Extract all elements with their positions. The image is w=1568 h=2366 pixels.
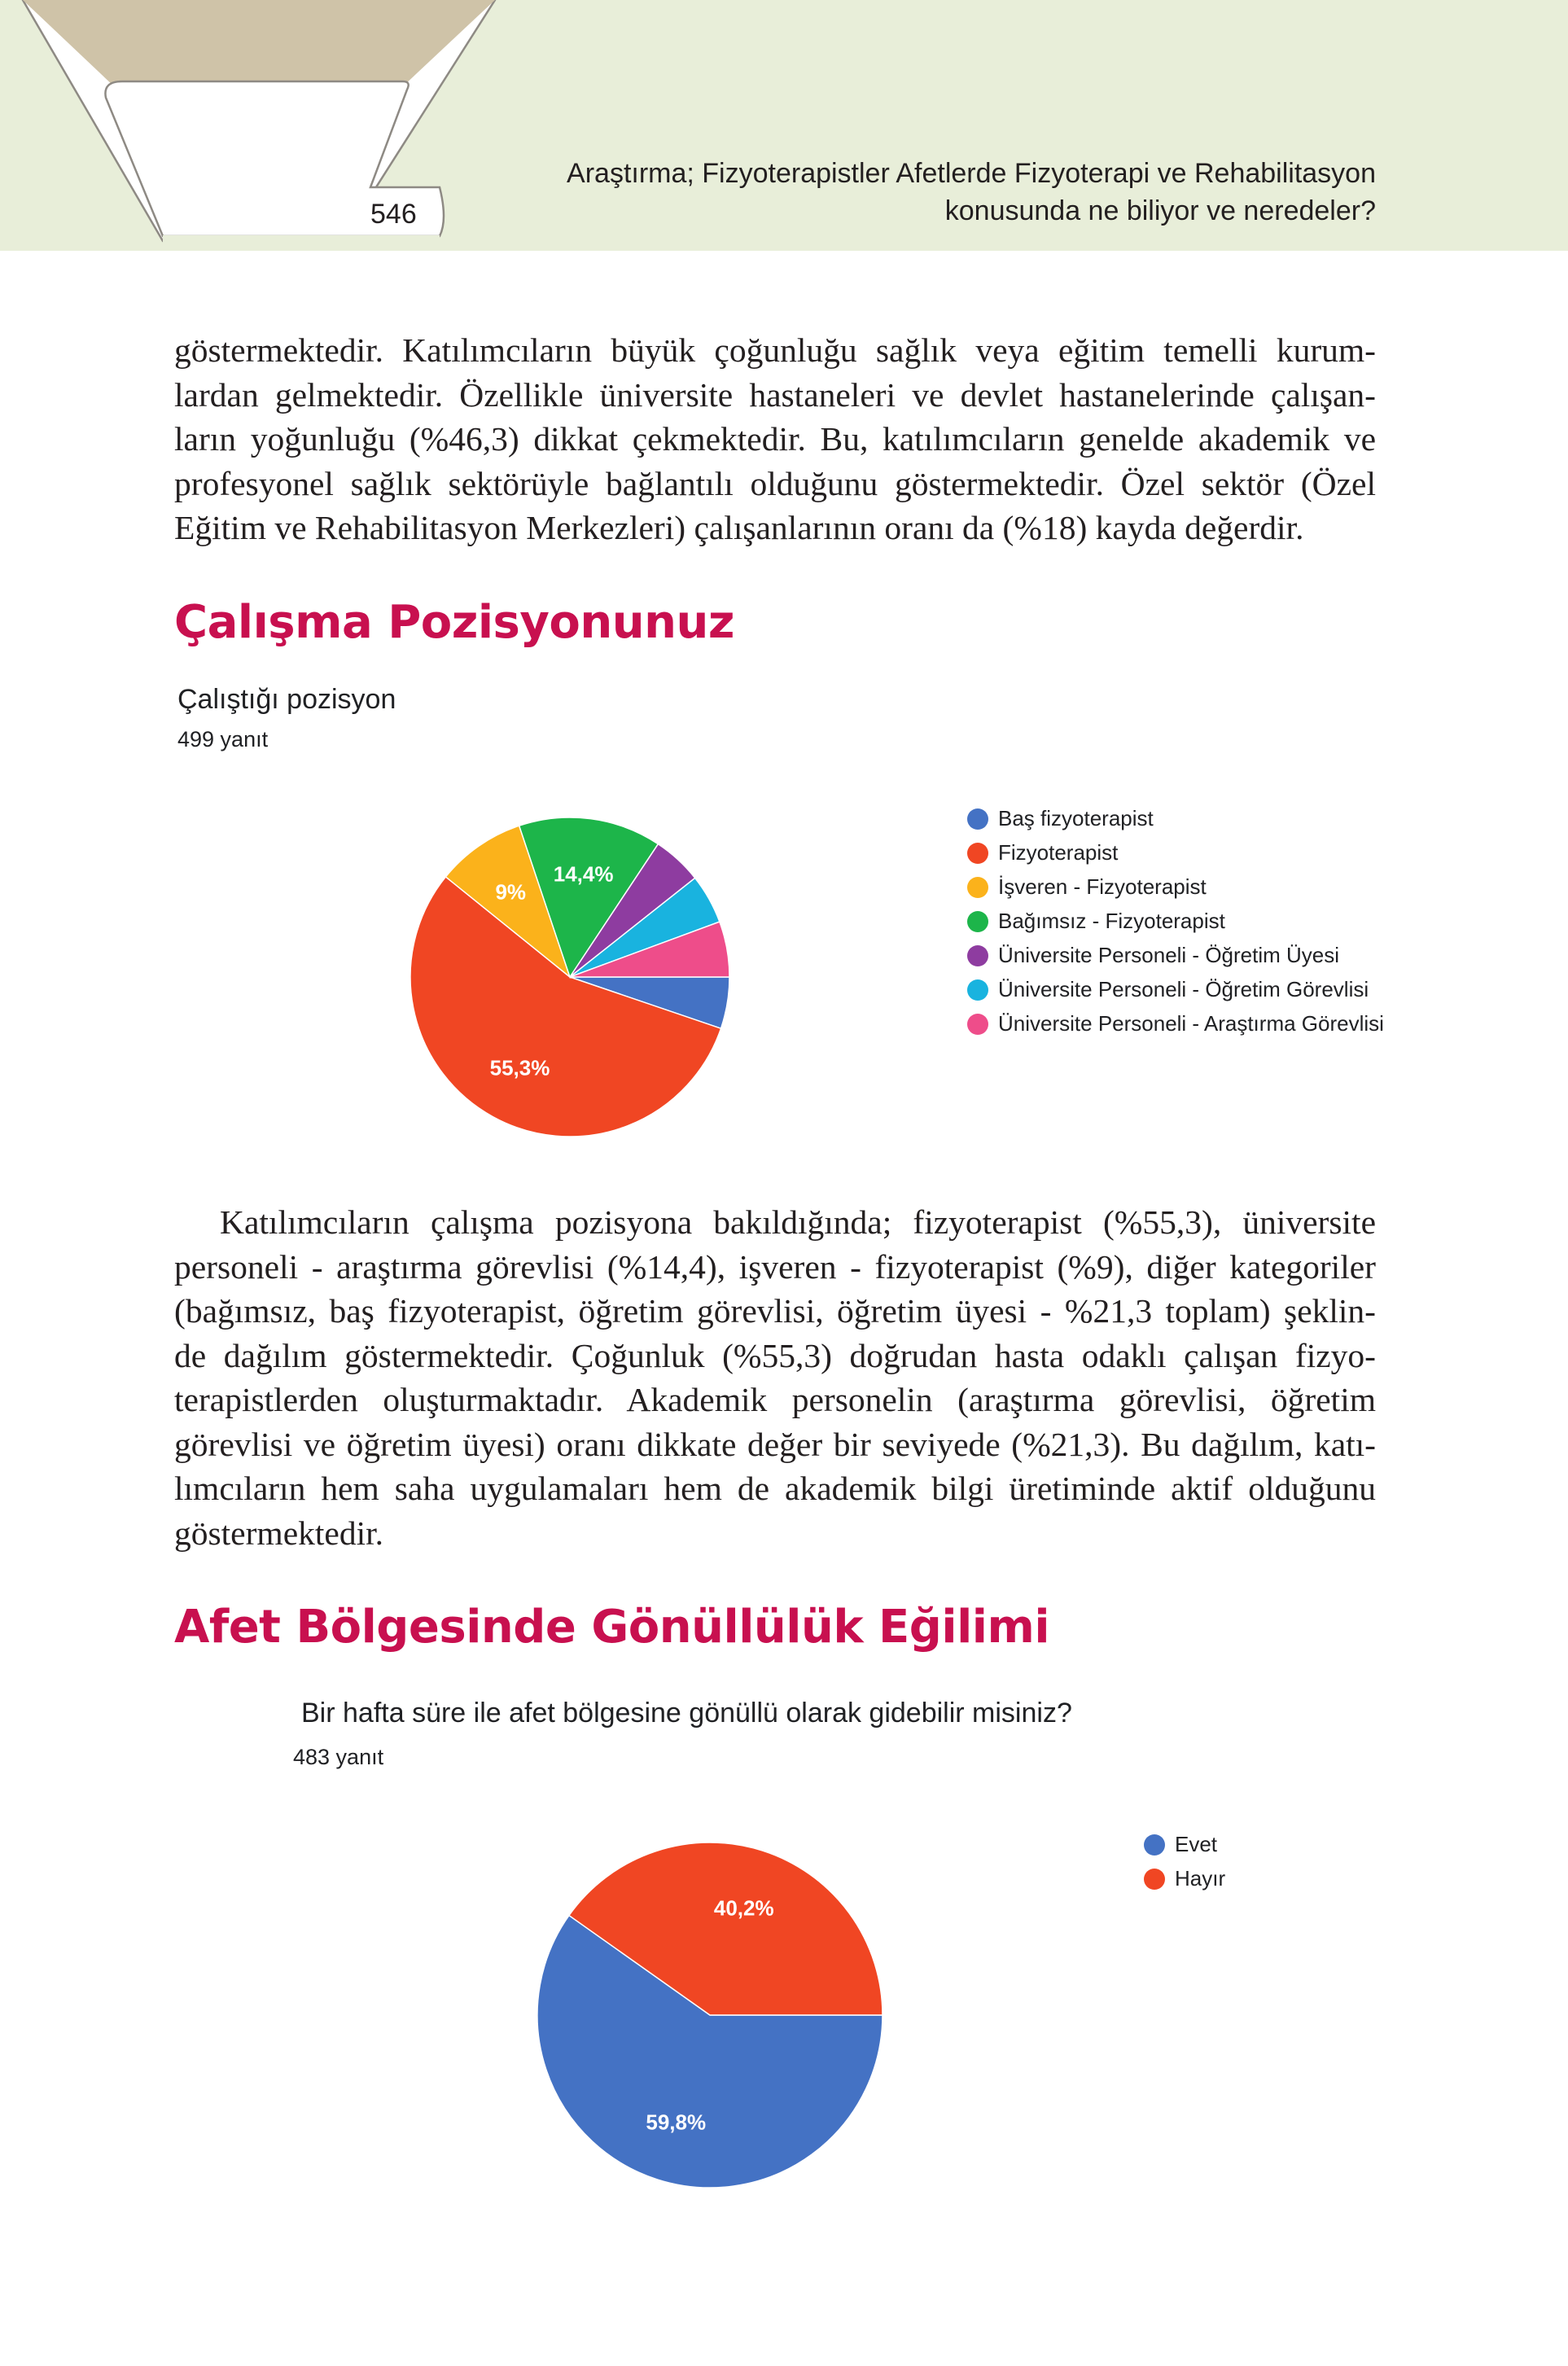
legend-item [967,873,1391,901]
legend-label: Baş fizyoterapist [998,806,1154,830]
legend-item [967,1010,1391,1038]
paragraph-line: personeli - araştırma görevlisi (%14,4), işveren - fizyoterapist (%9), diğer kategoriler [174,1247,1376,1286]
legend-label: Evet [1175,1832,1218,1856]
legend-label: Üniversite Personeli - Araştırma Görevlisi [998,1011,1384,1036]
legend-label: Hayır [1175,1866,1226,1891]
paragraph-line: göstermektedir. [174,1514,384,1552]
paragraph-line: profesyonel sağlık sektörüyle bağlantılı olduğunu göstermektedir. Özel sektör (Özel [174,464,1376,502]
legend-swatch [967,843,988,864]
chart2-legend [1144,1830,1388,1899]
paragraph-line: Eğitim ve Rehabilitasyon Merkezleri) çalışanlarının oranı da (%18) kayda değerdir. [174,509,1304,546]
legend-label: Fizyoterapist [998,840,1119,865]
legend-swatch [967,911,988,932]
legend-swatch [1144,1834,1165,1856]
paragraph-line: göstermektedir. Katılımcıların büyük çoğunluğu sağlık veya eğitim temelli kurum- [174,331,1376,369]
pie-slice-label: 59,8% [646,2110,707,2135]
legend-swatch [967,945,988,966]
paragraph-line: terapistlerden oluşturmaktadır. Akademik personelin (araştırma görevlisi, öğretim [174,1381,1376,1418]
legend-swatch [967,979,988,1001]
legend-item [967,804,1391,833]
legend-label: Bağımsız - Fizyoterapist [998,909,1225,933]
paragraph-line: Katılımcıların çalışma pozisyona bakıldığında; fizyoterapist (%55,3), üniversite [220,1203,1376,1241]
chart2-pie [531,1836,889,2194]
legend-label: Üniversite Personeli - Öğretim Üyesi [998,943,1340,967]
chart1-title: Çalıştığı pozisyon [177,684,396,715]
legend-swatch [967,877,988,898]
header-band [0,0,1568,251]
legend-item [967,839,1391,867]
paragraph-line: görevlisi ve öğretim üyesi) oranı dikkate değer bir seviyede (%21,3). Bu dağılım, katı- [174,1425,1376,1463]
pie-slice-label: 55,3% [489,1055,550,1080]
section-heading-work-position: Çalışma Pozisyonunuz [174,596,734,649]
pie-slice-label: 40,2% [713,1895,774,1921]
paragraph-line: de dağılım göstermektedir. Çoğunluk (%55,3) doğrudan hasta odaklı çalışan fizyo- [174,1336,1376,1374]
running-title-line: Araştırma; Fizyoterapistler Afetlerde Fizyoterapi ve Rehabilitasyon [567,158,1376,189]
chart1-pie [391,798,749,1156]
paragraph-line: ların yoğunluğu (%46,3) dikkat çekmektedir. Bu, katılımcıların genelde akademik ve [174,420,1376,458]
header-decoration [0,0,521,251]
pie-slice-label: 9% [495,879,527,905]
chart2-title: Bir hafta süre ile afet bölgesine gönüllü olarak gidebilir misiniz? [301,1698,1072,1728]
paragraph-line: (bağımsız, baş fizyoterapist, öğretim görevlisi, öğretim üyesi - %21,3 toplam) şeklin- [174,1292,1376,1330]
running-title-line: konusunda ne biliyor ve neredeler? [944,195,1376,226]
legend-label: İşveren - Fizyoterapist [998,874,1207,899]
paragraph-line: lımcıların hem saha uygulamaları hem de akademik bilgi üretiminde aktif olduğunu [174,1470,1376,1507]
legend-item [967,907,1391,935]
pie-slice-label: 14,4% [553,861,614,887]
legend-item [1144,1864,1388,1893]
running-title [562,155,1376,230]
legend-swatch [967,1014,988,1035]
legend-item [967,975,1391,1004]
chart2-response-count: 483 yanıt [293,1745,384,1769]
legend-swatch [1144,1869,1165,1890]
legend-label: Üniversite Personeli - Öğretim Görevlisi [998,977,1369,1001]
analysis-paragraph [174,1200,1376,1555]
chart1-legend [967,804,1391,1044]
legend-item [967,941,1391,970]
legend-item [1144,1830,1388,1859]
section-heading-volunteering: Afet Bölgesinde Gönüllülük Eğilimi [174,1601,1050,1654]
legend-swatch [967,808,988,830]
chart1-response-count: 499 yanıt [177,727,269,751]
intro-paragraph [174,328,1376,550]
paragraph-line: lardan gelmektedir. Özellikle üniversite hastaneleri ve devlet hastanelerinde çalışan- [174,375,1376,414]
page-number: 546 [370,199,417,230]
